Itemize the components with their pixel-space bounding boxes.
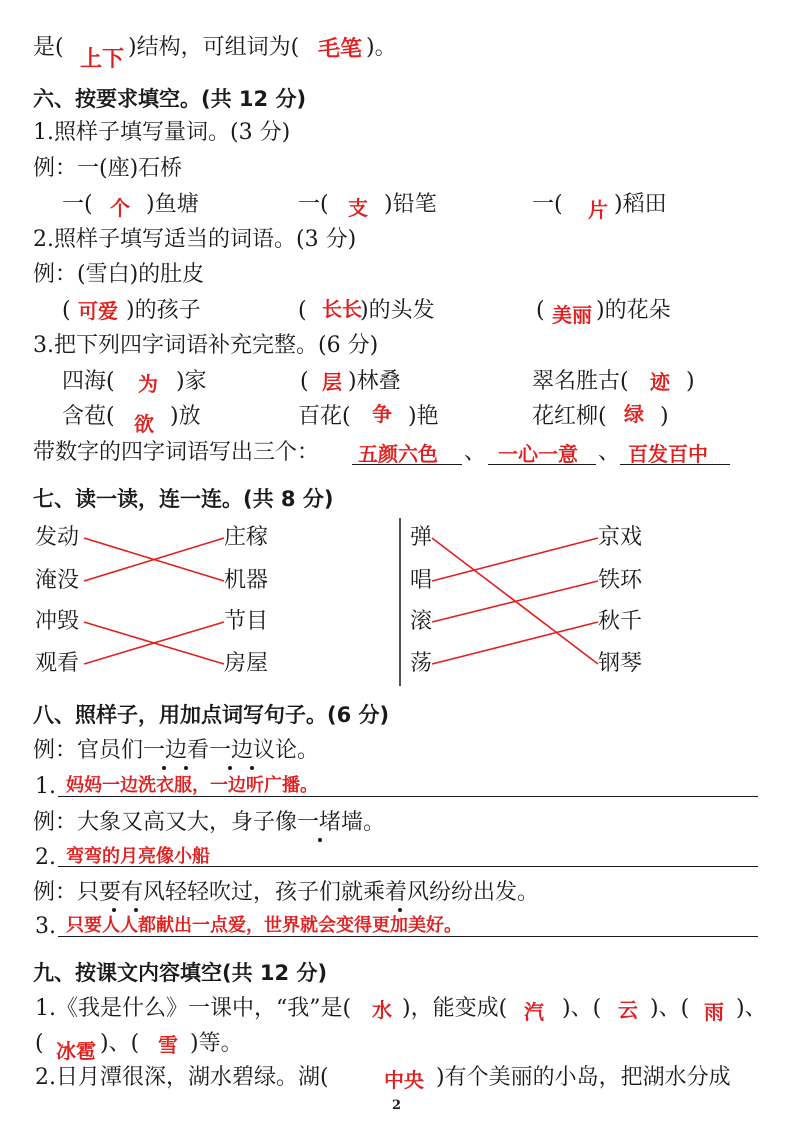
section-7-title: 七、读一读，连一连。(共 8 分): [33, 487, 334, 511]
right-b-2: 铁环: [598, 568, 643, 593]
q3-r2-1-pre: 含苞(: [62, 404, 115, 429]
q1-item1-answer: 个: [110, 196, 130, 220]
q2-example: 例：(雪白)的肚皮: [33, 262, 205, 287]
right-b-1: 京戏: [598, 525, 643, 550]
q3-title: 3.把下列四字词语补充完整。(6 分): [33, 333, 379, 358]
q3-r1-1-post: )家: [176, 369, 207, 394]
left-a-3: 冲毁: [35, 609, 80, 634]
q3-r2-3-post: ): [660, 404, 669, 429]
q3-r2-3-answer: 绿: [624, 402, 644, 426]
emphasis-dot: [184, 766, 188, 770]
q2-item2-answer: 长长: [322, 297, 362, 321]
q2-item3-post: )的花朵: [596, 298, 671, 323]
right-a-1: 庄稼: [224, 525, 269, 550]
s9-l1-t2: )，能变成(: [402, 996, 508, 1021]
s9-l1-t5: )、: [736, 996, 767, 1021]
q3-r1-2-post: )林叠: [348, 369, 401, 394]
answer-2-number: 2.: [35, 845, 56, 870]
s9-l1-a3: 云: [618, 998, 638, 1022]
q2-item1-post: )的孩子: [126, 298, 201, 323]
q1-item3-post: )稻田: [614, 192, 667, 217]
q1-item2-pre: 一(: [298, 192, 329, 217]
right-b-4: 钢琴: [598, 651, 643, 676]
answer-2-underline: [58, 866, 758, 867]
answer-1: 妈妈一边洗衣服，一边听广播。: [66, 775, 318, 796]
answer-3-underline: [58, 936, 758, 937]
top-line-mid: )结构，可组词为(: [128, 35, 300, 60]
q3-r1-1-pre: 四海(: [62, 369, 115, 394]
s9-l2-a1: 冰雹: [56, 1039, 96, 1063]
number-idiom-1: 五颜六色: [358, 442, 438, 466]
s9-l3-t1: 2.日月潭很深，湖水碧绿。湖(: [35, 1065, 329, 1090]
number-idiom-2: 一心一意: [498, 442, 578, 466]
left-a-1: 发动: [35, 525, 80, 550]
right-a-2: 机器: [224, 568, 269, 593]
left-a-4: 观看: [35, 651, 80, 676]
q1-item3-answer: 片: [588, 198, 608, 222]
left-a-2: 淹没: [35, 568, 80, 593]
match-line-b2: [432, 538, 598, 581]
answer-1-number: 1.: [35, 774, 56, 799]
s9-l1-a1: 水: [372, 998, 392, 1022]
s9-l1-a4: 雨: [704, 1000, 724, 1024]
q3-r1-2-answer: 层: [322, 370, 342, 394]
s9-l3-t2: )有个美丽的小岛，把湖水分成: [436, 1065, 731, 1090]
s9-l2-t2: )、(: [100, 1031, 140, 1056]
s9-l1-t3: )、(: [562, 996, 602, 1021]
q3-r1-3-answer: 迹: [650, 370, 670, 394]
emphasis-dot: [250, 766, 254, 770]
right-b-3: 秋千: [598, 609, 643, 634]
q1-item1-pre: 一(: [62, 192, 93, 217]
q2-item2-pre: (: [298, 298, 307, 323]
emphasis-dot: [162, 766, 166, 770]
section-9-title: 九、按课文内容填空(共 12 分): [33, 961, 328, 985]
match-line-b4: [432, 622, 598, 664]
q1-item3-pre: 一(: [532, 192, 563, 217]
example-1: 例：官员们一边看一边议论。: [33, 738, 320, 763]
q1-example: 例：一(座)石桥: [33, 156, 183, 181]
q3-r2-1-answer: 欲: [134, 412, 154, 436]
emphasis-dot: [318, 838, 322, 842]
s9-l3-a1: 中央: [384, 1068, 424, 1092]
q3-r1-3-post: ): [686, 369, 695, 394]
q3-r1-3-pre: 翠名胜古(: [532, 369, 629, 394]
s9-l2-t1: (: [35, 1031, 44, 1056]
answer-1-underline: [58, 796, 758, 797]
answer-word: 毛笔: [318, 37, 363, 62]
q2-item1-answer: 可爱: [78, 299, 118, 323]
q1-item1-post: )鱼塘: [146, 192, 199, 217]
q2-item3-pre: (: [536, 298, 545, 323]
q3-r2-3-pre: 花红柳(: [532, 404, 607, 429]
emphasis-dot: [228, 766, 232, 770]
number-sep-2: 、: [598, 440, 621, 465]
q2-item2-post: )的头发: [360, 298, 435, 323]
q2-item3-answer: 美丽: [552, 303, 592, 327]
example-3: 例：只要有风轻轻吹过，孩子们就乘着风纷纷出发。: [33, 880, 540, 905]
answer-structure: 上下: [80, 47, 125, 72]
section-8-title: 八、照样子，用加点词写句子。(6 分): [33, 703, 390, 727]
answer-3-number: 3.: [35, 914, 56, 939]
q3-r1-1-answer: 为: [138, 372, 158, 396]
s9-l1-a2: 汽: [524, 1000, 544, 1024]
q2-title: 2.照样子填写适当的词语。(3 分): [33, 227, 357, 252]
number-sep-1: 、: [464, 440, 487, 465]
answer-3: 只要人人都献出一点爱，世界就会变得更加美好。: [66, 915, 462, 936]
number-idiom-3: 百发百中: [628, 442, 708, 466]
q3-r2-2-pre: 百花(: [298, 404, 351, 429]
emphasis-dot: [112, 908, 116, 912]
left-b-1: 弹: [410, 525, 433, 550]
s9-l2-t3: )等。: [190, 1031, 243, 1056]
q3-r2-2-answer: 争: [372, 402, 392, 426]
page-number: 2: [392, 1098, 402, 1113]
q2-item1-pre: (: [62, 298, 71, 323]
top-line-suffix: )。: [366, 35, 397, 60]
emphasis-dot: [398, 908, 402, 912]
numbers-prompt: 带数字的四字词语写出三个：: [33, 440, 320, 465]
q3-r2-1-post: )放: [170, 404, 201, 429]
q1-item2-answer: 支: [348, 196, 368, 220]
section-6-title: 六、按要求填空。(共 12 分): [33, 87, 307, 111]
example-2: 例：大象又高又大，身子像一堵墙。: [33, 810, 386, 835]
q3-r1-2-pre: (: [300, 369, 309, 394]
s9-l2-a2: 雪: [158, 1033, 178, 1057]
left-b-3: 滚: [410, 609, 433, 634]
q1-item2-post: )铅笔: [384, 192, 437, 217]
q3-r2-2-post: )艳: [408, 404, 439, 429]
right-a-4: 房屋: [224, 651, 269, 676]
match-line-b3: [432, 581, 598, 622]
emphasis-dot: [134, 908, 138, 912]
s9-l1-t1: 1.《我是什么》一课中，“我”是(: [35, 996, 352, 1021]
right-a-3: 节目: [224, 609, 269, 634]
q1-title: 1.照样子填写量词。(3 分): [33, 120, 291, 145]
top-line-prefix: 是(: [33, 35, 64, 60]
answer-2: 弯弯的月亮像小船: [66, 846, 210, 867]
left-b-4: 荡: [410, 651, 433, 676]
left-b-2: 唱: [410, 568, 433, 593]
s9-l1-t4: )、(: [650, 996, 690, 1021]
